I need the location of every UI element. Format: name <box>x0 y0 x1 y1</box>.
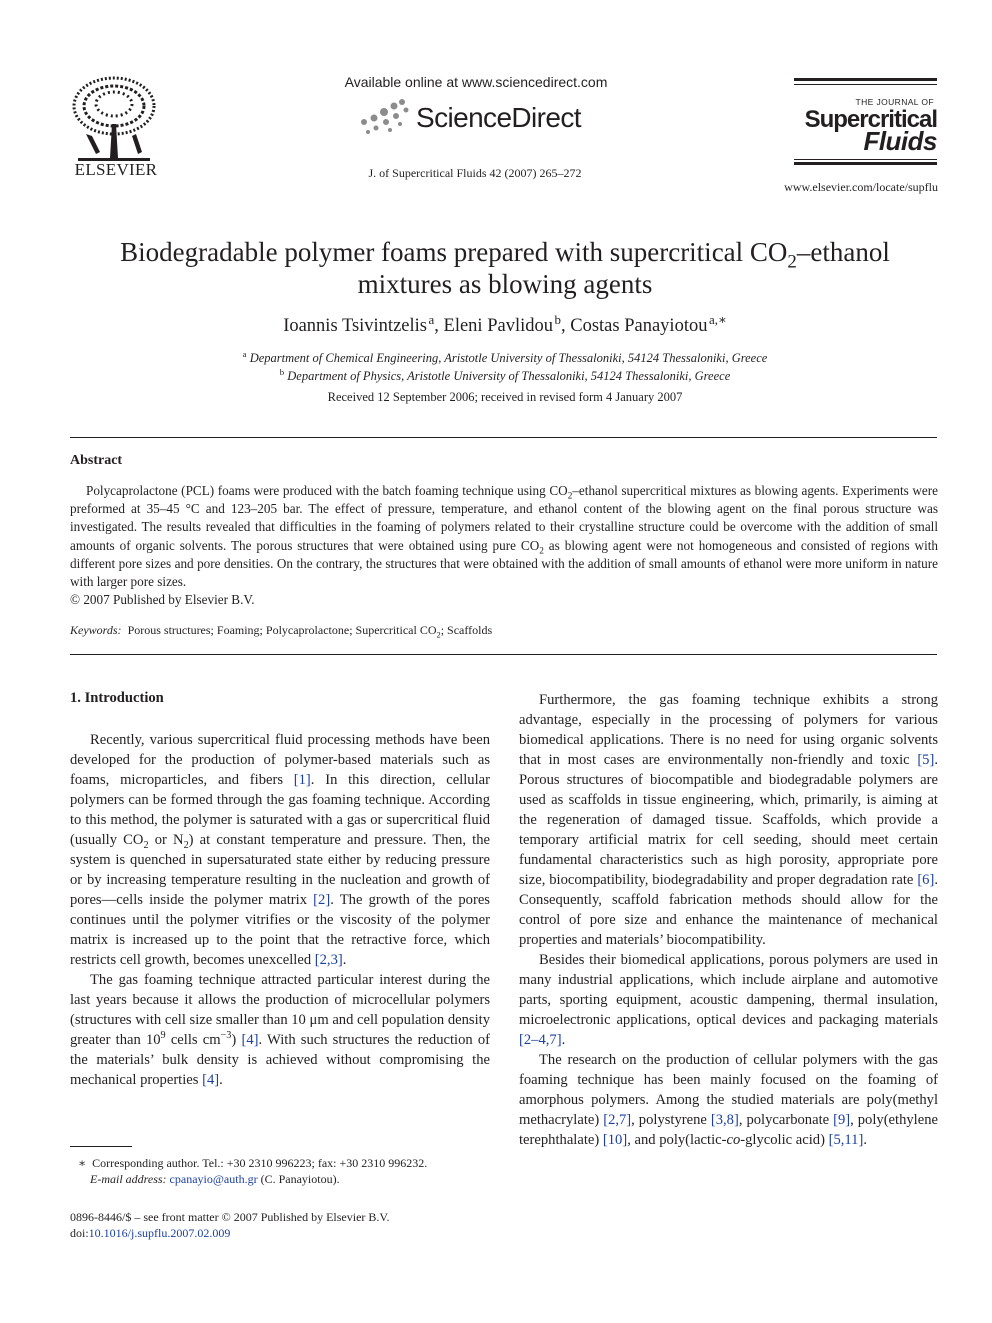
journal-logo-rule <box>794 78 937 81</box>
author-affiliation-marker[interactable]: a <box>428 311 435 327</box>
paragraph: The research on the production of cellular polymers with the gas foaming technique has been mainly focused on the foaming of amorphous polymers. Among the studied materials are poly(methyl methacrylate) [2,7], polystyrene [3,8], polycarbonate [9], poly(ethylene terephthalate) [10], and poly(lactic-co-glycolic acid) [5,11]. <box>519 1052 938 1148</box>
journal-reference: J. of Supercritical Fluids 42 (2007) 265–272 <box>368 166 582 180</box>
citation-link[interactable]: [1] <box>293 772 311 788</box>
author-affiliation-marker[interactable]: b <box>554 311 561 327</box>
citation-link[interactable]: [5,11] <box>828 1132 864 1148</box>
keywords: Keywords: Porous structures; Foaming; Polycaprolactone; Supercritical $CO_2$; Scaffolds <box>70 623 493 640</box>
citation-link[interactable]: [2] <box>313 892 331 908</box>
divider <box>70 437 937 438</box>
divider <box>70 654 937 655</box>
journal-logo-rule <box>794 162 937 165</box>
left-column <box>70 730 490 1090</box>
citation-link[interactable]: [3,8] <box>710 1112 739 1128</box>
abstract-heading: Abstract <box>70 453 123 468</box>
author-name[interactable]: Eleni Pavlidou <box>443 316 553 336</box>
section-heading: 1. Introduction <box>70 690 164 706</box>
abstract-copyright: © 2007 Published by Elsevier B.V. <box>70 592 255 607</box>
paragraph: The gas foaming technique attracted particular interest during the last years because it allows the production of microcellular polymers (structures with cell size smaller than 10 μm and cell population density greater than $10^9$ cells $cm^{-3}$) [4]. With such structures the reduction of the materials’ bulk density is achieved without compromising the mechanical properties [4]. <box>70 972 490 1088</box>
sciencedirect-dots-icon <box>356 96 416 140</box>
citation-link[interactable]: [9] <box>833 1112 851 1128</box>
citation-link[interactable]: [2–4,7] <box>519 1032 562 1048</box>
citation-link[interactable]: [2,7] <box>603 1112 632 1128</box>
email-link[interactable]: cpanayio@auth.gr <box>169 1172 258 1186</box>
affiliation: $^b$ Department of Physics, Aristotle University of Thessaloniki, 54124 Thessaloniki, Greece <box>279 366 731 383</box>
paragraph: Recently, various supercritical fluid processing methods have been developed for the production of polymer-based materials such as foams, microparticles, and fibers [1]. In this direction, cellular polymers can be formed through the gas foaming technique. According to this method, the polymer is saturated with a gas or supercritical fluid (usually $CO_2$ or $N_2$) at constant temperature and pressure. Then, the system is quenched in supersaturated state either by reducing pressure or by increasing temperature resulting in the nucleation and growth of pores—cells inside the polymer matrix [2]. The growth of the pores continues until the polymer vitrifies or the viscosity of the polymer matrix is increased up to the point that the retractive force, which restricts cell growth, becomes unexcelled [2,3]. <box>70 732 490 968</box>
journal-url-link[interactable]: www.elsevier.com/locate/supflu <box>784 180 938 194</box>
journal-logo-fluids: Fluids <box>863 126 937 156</box>
journal-logo-small-text: THE JOURNAL OF <box>855 97 934 107</box>
abstract-text: Polycaprolactone (PCL) foams were produced with the batch foaming technique using $CO_2$–ethanol supercritical mixtures as blowing agents. Experiments were preformed at 35–45 °C and 123–205 bar. The effect of pressure, temperature, and ethanol content of the blowing agent on the final porous structure was investigated. The results revealed that difficulties in the foaming of polymers related to their crystalline structure could be overcome with the addition of small amounts of organic solvents. The porous structures that were obtained using pure $CO_2$ as blowing agent were not homogeneous and consisted of regions with different pore sizes and pore densities. On the contrary, the structures that were obtained with the addition of small amounts of ethanol were more uniform in nature with larger pore sizes. <box>70 483 939 590</box>
doi-link[interactable]: 10.1016/j.supflu.2007.02.009 <box>88 1226 231 1240</box>
author-name[interactable]: Costas Panayiotou <box>570 316 708 336</box>
citation-link[interactable]: [4] <box>241 1032 259 1048</box>
paragraph: Besides their biomedical applications, porous polymers are used in many industrial applications, which include airplane and automotive parts, sporting equipment, acoustic dampening, thermal insulation, microelectronic applications, optical devices and packaging materials [2–4,7]. <box>519 952 938 1048</box>
citation-link[interactable]: [5] <box>917 752 935 768</box>
journal-logo-rule <box>794 84 937 85</box>
citation-link[interactable]: [10] <box>602 1132 628 1148</box>
publisher-name: ELSEVIER <box>74 160 158 179</box>
paragraph: Furthermore, the gas foaming technique exhibits a strong advantage, especially in the processing of polymers for various biomedical applications. There is no need for using organic solvents that in most cases are environmentally non-friendly and toxic [5]. Porous structures of biocompatible and biodegradable polymers are used as scaffolds in tissue engineering, which, primarily, is aiming at the regeneration of damaged tissue. Scaffolds, which provide a temporary artificial matrix for cell seeding, should meet certain fundamental characteristics such as high porosity, appropriate pore size, biocompatibility, biodegradability and proper degradation rate [6]. Consequently, scaffold fabrication methods should allow for the control of pore size and enhance the maintenance of mechanical properties and materials’ biocompatibility. <box>519 692 938 948</box>
received-dates: Received 12 September 2006; received in revised form 4 January 2007 <box>327 390 683 404</box>
citation-link[interactable]: [4] <box>202 1072 220 1088</box>
front-matter-info: 0896-8446/$ – see front matter © 2007 Published by Elsevier B.V. doi:10.1016/j.supflu.2007.02.009 <box>70 1210 390 1240</box>
author-name[interactable]: Ioannis Tsivintzelis <box>283 316 427 336</box>
journal-logo-supercritical: Supercritical <box>804 106 937 133</box>
author-list: Ioannis Tsivintzelis $^a$, Eleni Pavlidou $^b$, Costas Panayiotou $^{a,∗}$ <box>283 311 727 336</box>
author-affiliation-marker[interactable]: a,∗ <box>709 311 727 327</box>
journal-logo-rule <box>794 159 937 160</box>
corresponding-author-footnote: ∗ Corresponding author. Tel.: +30 2310 996223; fax: +30 2310 996232. E-mail address: cpanayio@auth.gr (C. Panayiotou). <box>78 1156 428 1186</box>
footnote-rule <box>70 1146 132 1147</box>
citation-link[interactable]: [2,3] <box>314 952 343 968</box>
sciencedirect-brand: ScienceDirect <box>416 102 581 133</box>
affiliation: $^a$ Department of Chemical Engineering, Aristotle University of Thessaloniki, 54124 Thessaloniki, Greece <box>242 348 768 365</box>
article-title: Biodegradable polymer foams prepared with supercritical $CO_2$–ethanol mixtures as blowing agents <box>120 237 890 299</box>
right-column <box>519 690 938 1150</box>
citation-link[interactable]: [6] <box>917 872 935 888</box>
available-online-text[interactable]: Available online at www.sciencedirect.com <box>344 74 608 90</box>
